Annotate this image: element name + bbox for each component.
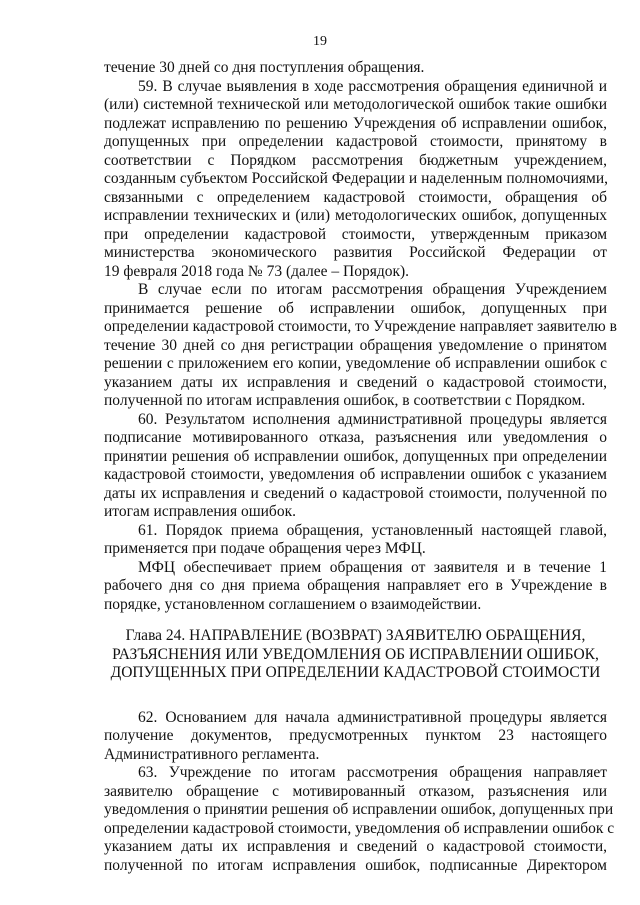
paragraphs-before-heading [104,59,617,614]
paragraph-line: итогам исправления ошибок. [104,503,296,520]
paragraph-line: связанными с определением кадастровой стоимости, обращения об [104,188,607,206]
paragraph-line: подписание мотивированного отказа, разъяснения или уведомления о [104,429,607,446]
heading-line: ДОПУЩЕННЫХ ПРИ ОПРЕДЕЛЕНИИ КАДАСТРОВОЙ СТОИМОСТИ [110,664,601,681]
paragraph-line: МФЦ обеспечивает прием обращения от заявителя и в течение 1 [138,558,607,576]
heading-line: РАЗЪЯСНЕНИЯ ИЛИ УВЕДОМЛЕНИЯ ОБ ИСПРАВЛЕНИИ ОШИБОК, [112,645,599,663]
paragraph [104,709,607,765]
paragraph-line: применяется при подаче обращения через МФЦ. [104,540,426,557]
chapter-heading [104,627,607,683]
paragraph-line: определении кадастровой стоимости, то Учреждение направляет заявителю в [104,318,617,335]
paragraph-line: полученной по итогам исправления ошибок, в соответствии с Порядком. [104,392,586,409]
paragraph-line: кадастровой стоимости, уведомления об исправлении ошибок с указанием [104,466,607,483]
paragraph-line: течение 30 дней со дня регистрации обращения уведомление о принятом [104,336,607,354]
paragraph-line: 61. Порядок приема обращения, установленный настоящей главой, [138,521,607,539]
paragraph-line: Административного регламента. [104,745,320,763]
paragraph-line: указанием даты их исправления и сведений о кадастровой стоимости, [104,373,607,391]
paragraph-line: решении с приложением его копии, уведомление об исправлении ошибок с [104,355,607,372]
paragraph-line: подлежат исправлению по решению Учреждения об исправлении ошибок, [104,114,607,132]
paragraph-line: уведомления о принятии решения об исправлении ошибок, допущенных при [104,801,614,818]
paragraph [104,411,607,522]
paragraph [104,78,607,282]
paragraph-line: определении кадастровой стоимости, уведомления об исправлении ошибок с [104,819,615,837]
paragraph-line: принятии решения об исправлении ошибок, допущенных при определении [104,447,607,465]
paragraph-line: порядке, установленном соглашением о взаимодействии. [104,595,482,613]
paragraphs-after-heading [104,708,615,876]
paragraph [104,281,617,411]
paragraph-line: (или) системной технической или методологической ошибок такие ошибки [104,96,607,113]
paragraph [104,764,615,875]
paragraph-line: допущенных при определении кадастровой стоимости, принятому в [104,133,607,150]
paragraph [104,59,607,78]
document-body [104,59,617,875]
paragraph-line: принимается решение об исправлении ошибок, допущенных при [104,299,607,317]
paragraph-line: созданным субъектом Российской Федерации и наделенным полномочиями, [104,170,609,187]
paragraph-line: даты их исправления и сведений о кадастровой стоимости, полученной по [104,484,607,502]
paragraph-line: полученной по итогам исправления ошибок, подписанные Директором [104,856,607,874]
paragraph-line: указанием даты их исправления и сведений о кадастровой стоимости, [104,838,607,855]
paragraph-line: соответствии с Порядком рассмотрения бюджетным учреждением, [104,151,607,169]
paragraph-line: рабочего дня со дня приема обращения направляет его в Учреждение в [104,577,607,594]
paragraph-line: исправлении технических и (или) методологических ошибок, допущенных [104,207,607,224]
paragraph-line: 59. В случае выявления в ходе рассмотрения обращения единичной и [138,77,607,95]
page-number: 19 [313,34,327,49]
paragraph-line: 63. Учреждение по итогам рассмотрения обращения направляет [138,764,607,781]
paragraph-line: при определении кадастровой стоимости, утвержденным приказом [104,225,607,243]
paragraph-line: заявителю обращение с мотивированный отказом, разъяснения или [104,782,607,800]
paragraph-line: 62. Основанием для начала административной процедуры является [138,708,607,726]
paragraph-line: министерства экономического развития Российской Федерации от [104,244,607,261]
paragraph [104,559,607,615]
paragraph [104,522,607,559]
heading-line: Глава 24. НАПРАВЛЕНИЕ (ВОЗВРАТ) ЗАЯВИТЕЛЮ ОБРАЩЕНИЯ, [125,627,586,644]
paragraph-line: 19 февраля 2018 года № 73 (далее – Порядок). [104,262,410,280]
paragraph-line: В случае если по итогам рассмотрения обращения Учреждением [138,281,607,298]
paragraph-line: получение документов, предусмотренных пунктом 23 настоящего [104,727,607,744]
paragraph-line: течение 30 дней со дня поступления обращения. [104,59,425,76]
paragraph-line: 60. Результатом исполнения административной процедуры является [138,410,607,428]
